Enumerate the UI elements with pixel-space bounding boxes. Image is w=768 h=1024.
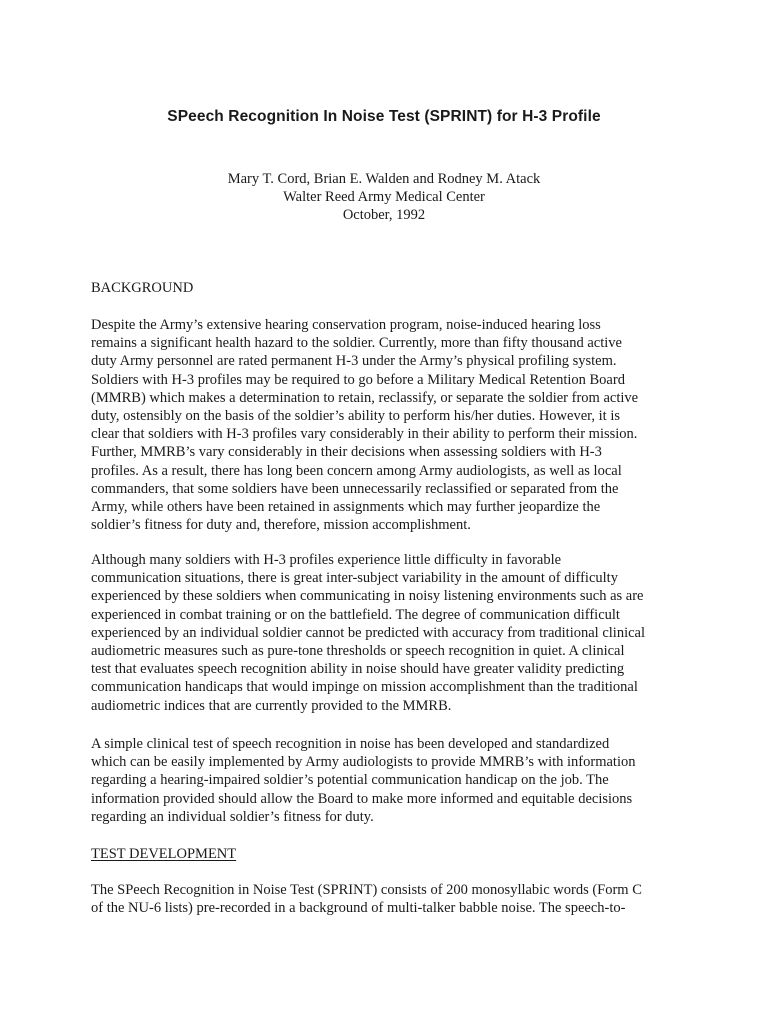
paragraph-line: duty Army personnel are rated permanent H-3 under the Army’s physical profiling system.	[91, 353, 617, 370]
paragraph-line: commanders, that some soldiers have been unnecessarily reclassified or separated from the	[91, 480, 619, 497]
paragraph-line: duty, ostensibly on the basis of the soldier’s ability to perform his/her duties. However, it is	[91, 408, 620, 425]
paragraph-line: experienced by an individual soldier cannot be predicted with accuracy from traditional clinical	[91, 624, 646, 641]
paragraph-line: Although many soldiers with H-3 profiles experience little difficulty in favorable	[91, 552, 562, 568]
paragraph-line: experienced by these soldiers when communicating in noisy listening environments such as are	[91, 588, 644, 605]
paragraph-line: experienced in combat training or on the battlefield. The degree of communication difficult	[91, 606, 620, 623]
paragraph-line: remains a significant health hazard to the soldier. Currently, more than fifty thousand active	[91, 335, 622, 352]
paragraph-line: audiometric indices that are currently provided to the MMRB.	[91, 697, 452, 714]
test-development-heading: TEST DEVELOPMENT	[91, 846, 237, 862]
institution-line: Walter Reed Army Medical Center	[283, 189, 485, 205]
paragraph-1	[91, 316, 691, 534]
paragraph-line: A simple clinical test of speech recognition in noise has been developed and standardized	[91, 736, 610, 752]
paragraph-line: test that evaluates speech recognition ability in noise should have greater validity predicting	[91, 661, 625, 678]
authors-line: Mary T. Cord, Brian E. Walden and Rodney M. Atack	[227, 171, 541, 187]
paragraph-line: The SPeech Recognition in Noise Test (SPRINT) consists of 200 monosyllabic words (Form C	[91, 882, 642, 898]
paragraph-4	[91, 881, 691, 917]
paragraph-line: information provided should allow the Board to make more informed and equitable decisions	[91, 790, 633, 807]
paragraph-line: audiometric measures such as pure-tone thresholds or speech recognition in quiet. A clinical	[91, 643, 625, 660]
paragraph-line: regarding a hearing-impaired soldier’s potential communication handicap on the job. The	[91, 772, 609, 789]
paragraph-line: Despite the Army’s extensive hearing conservation program, noise-induced hearing loss	[91, 317, 601, 333]
document-title: SPeech Recognition In Noise Test (SPRINT) for H-3 Profile	[167, 108, 601, 125]
paragraph-line: clear that soldiers with H-3 profiles vary considerably in their ability to perform their mission.	[91, 426, 638, 443]
date-line: October, 1992	[342, 207, 426, 223]
background-heading: BACKGROUND	[91, 280, 194, 296]
paragraph-2	[91, 551, 691, 715]
paragraph-line: communication situations, there is great inter-subject variability in the amount of difficulty	[91, 570, 618, 587]
paragraph-line: communication handicaps that would impinge on mission accomplishment than the traditional	[91, 679, 638, 696]
paragraph-line: Army, while others have been retained in assignments which may further jeopardize the	[91, 499, 601, 516]
paragraph-3	[91, 735, 691, 826]
paragraph-line: Soldiers with H-3 profiles may be required to go before a Military Medical Retention Board	[91, 371, 625, 388]
paragraph-line: Further, MMRB’s vary considerably in their decisions when assessing soldiers with H-3	[91, 444, 602, 461]
paragraph-line: (MMRB) which makes a determination to retain, reclassify, or separate the soldier from active	[91, 389, 639, 406]
paragraph-line: soldier’s fitness for duty and, therefore, mission accomplishment.	[91, 517, 471, 534]
paragraph-line: profiles. As a result, there has long been concern among Army audiologists, as well as local	[91, 462, 622, 479]
paragraph-line: regarding an individual soldier’s fitness for duty.	[91, 808, 374, 825]
paragraph-line: which can be easily implemented by Army audiologists to provide MMRB’s with information	[91, 754, 636, 771]
paragraph-line: of the NU-6 lists) pre-recorded in a background of multi-talker babble noise. The speech-to-	[91, 900, 626, 917]
